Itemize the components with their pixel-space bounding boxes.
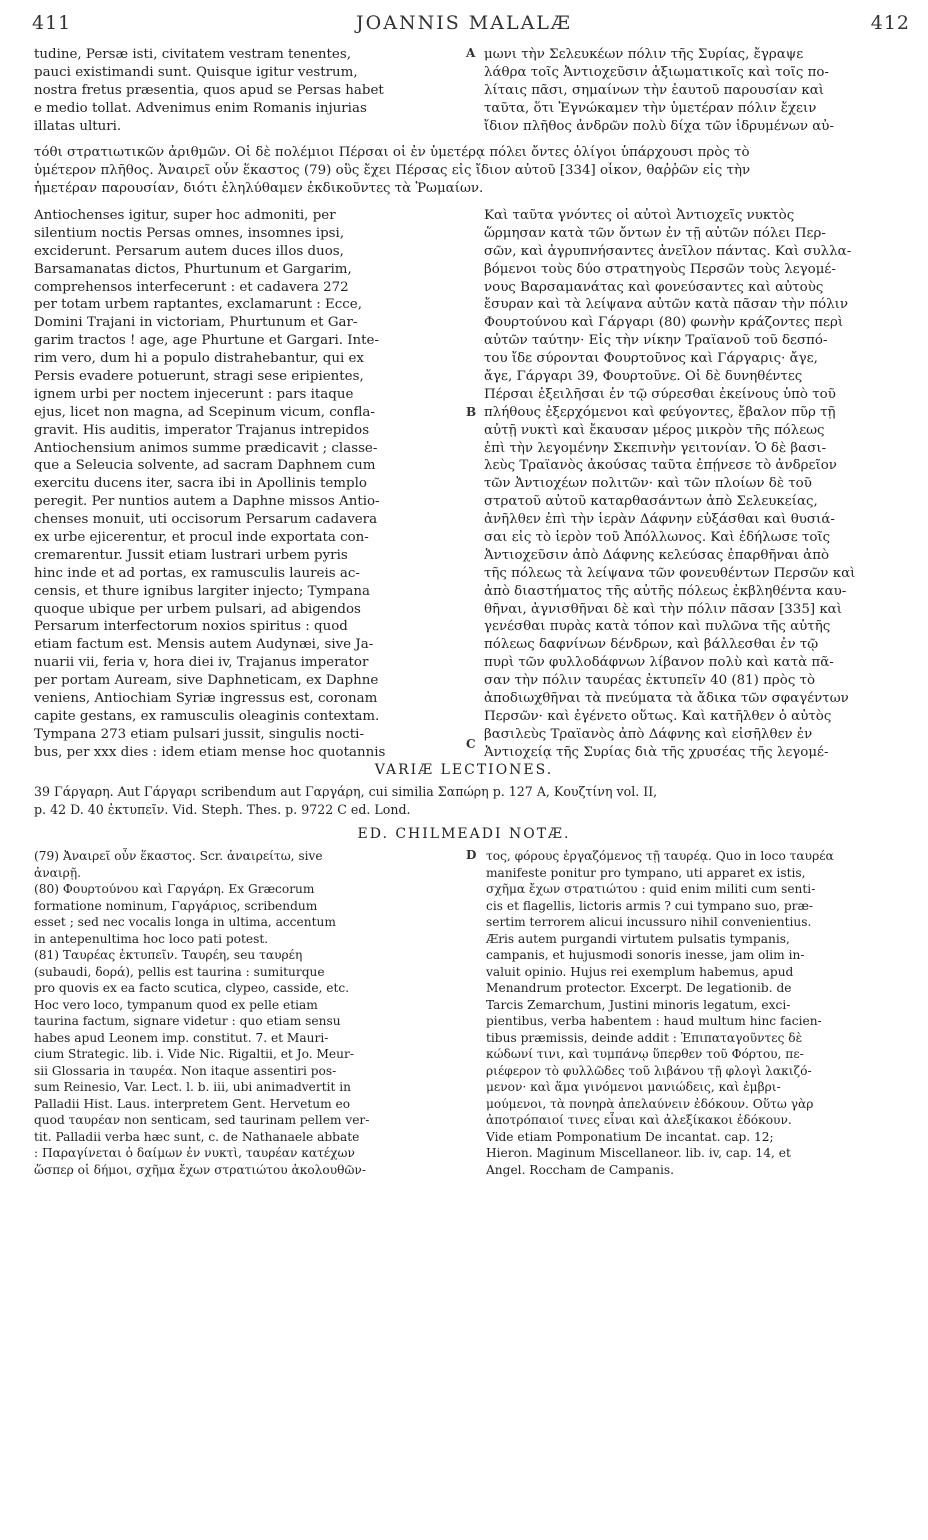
- text-line: βόμενοι τοὺς δύο στρατηγοὺς Περσῶν τοὺς λεγομέ-: [484, 261, 836, 277]
- text-line: (79) Ἀναιρεῖ οὖν ἕκαστος. Scr. ἀναιρείτω, sive: [34, 849, 323, 863]
- text-line: tit. Palladii verba hæc sunt, c. de Nathanaele abbate: [34, 1129, 360, 1144]
- text-line: Antiochensium animos summe prædicavit ; classe-: [34, 440, 378, 456]
- margin-marker-c: C: [466, 737, 476, 751]
- text-line: ἄγε, Γάργαρι 39, Φουρτοῦνε. Οἱ δὲ δυνηθέντες: [484, 369, 803, 385]
- text-line: πόλεως δαφνίνων δένδρων, καὶ βάλλεσθαι ἐν τῷ: [484, 637, 819, 653]
- page-number-left: 411: [32, 12, 72, 34]
- text-line: ὥρμησαν κατὰ τῶν ὄντων ἐν τῇ αὐτῶν πόλει Περ-: [484, 225, 826, 241]
- text-line: πυρὶ τῶν φυλλοδάφνων λίβανον πολὺ καὶ κατὰ πᾶ-: [484, 655, 834, 671]
- text-line: Antiochenses igitur, super hoc admoniti, per: [34, 208, 336, 223]
- text-line: garim tractos ! age, age Phurtune et Gargari. Inte-: [34, 333, 380, 349]
- text-line: chenses monuit, uti occisorum Persarum cadavera: [34, 512, 378, 528]
- text-line: (subaudi, δορά), pellis est taurina : sumiturque: [34, 964, 325, 979]
- text-line: του ἴδε σύρονται Φουρτοῦνος καὶ Γάργαρις· ἄγε,: [484, 351, 818, 367]
- margin-marker-a: A: [466, 46, 476, 60]
- text-line: nostra fretus præsentia, quos apud se Persas habet: [34, 82, 384, 98]
- text-line: Æris autem purgandi virtutem pulsatis tympanis,: [486, 931, 790, 946]
- text-line: valuit opinio. Hujus rei exemplum habemus, apud: [486, 964, 794, 979]
- text-line: Hieron. Maginum Miscellaneor. lib. iv, cap. 14, et: [486, 1146, 791, 1160]
- text-line: hinc inde et ad portas, ex ramusculis laureis ac-: [34, 565, 360, 581]
- text-line: capite gestans, ex ramusculis oleaginis contextam.: [34, 708, 380, 724]
- text-line: comprehensos interfecerunt : et cadavera 272: [34, 279, 349, 295]
- text-line: ριέφερον τὸ φυλλῶδες τοῦ λιβάνου τῇ φλογὶ λακιζό-: [486, 1063, 812, 1078]
- text-line: pro quovis ex ea facto scutica, clypeo, casside, etc.: [34, 981, 350, 995]
- text-line: Angel. Roccham de Campanis.: [486, 1162, 675, 1177]
- text-line: σῶν, καὶ ἀγρυπνήσαντες ἀνεῖλον πάντας. Καὶ συλλα-: [484, 243, 852, 259]
- text-line: ἀποτρόπαιοί τινες εἶναι καὶ ἀλεξίκακοι ἐδόκουν.: [486, 1113, 792, 1127]
- greek-column-block1: [484, 46, 916, 135]
- text-line: τῶν Ἀντιοχέων πολιτῶν· καὶ τῶν πλοίων δὲ τοῦ: [484, 476, 812, 492]
- text-line: ταῦτα, ὅτι Ἐγνώκαμεν τὴν ὑμετέραν πόλιν ἔχειν: [484, 100, 817, 116]
- text-line: rim vero, dum hi a populo distrahebantur, qui ex: [34, 351, 364, 367]
- text-line: silentium noctis Persas omnes, insomnes ipsi,: [34, 225, 345, 241]
- notes-right-column: [486, 848, 916, 1178]
- text-line: θῆναι, ἀγνισθῆναι δὲ καὶ τὴν πόλιν πᾶσαν [335] καὶ: [484, 601, 842, 617]
- text-line: pientibus, verba habentem : haud multum hinc facien-: [486, 1014, 822, 1028]
- text-line: exciderunt. Persarum autem duces illos duos,: [34, 243, 344, 259]
- text-line: cremarentur. Jussit etiam lustrari urbem pyris: [34, 547, 348, 563]
- text-line: : Παραγίνεται ὁ δαίμων ἐν νυκτὶ, ταυρέαν κατέχων: [34, 1146, 355, 1160]
- text-line: ὥσπερ οἱ δήμοι, σχῆμα ἔχων στρατιώτου ἀκολουθῶν-: [34, 1162, 366, 1177]
- text-line: Hoc vero loco, tympanum quod ex pelle etiam: [34, 997, 318, 1012]
- text-line: nuarii vii, feria v, hora diei iv, Trajanus imperator: [34, 655, 369, 671]
- text-line: (80) Φουρτούνου καὶ Γαργάρη. Ex Græcorum: [34, 882, 315, 896]
- latin-column-block2: [34, 207, 477, 762]
- text-line: sii Glossaria in ταυρέα. Non itaque assentiri pos-: [34, 1063, 337, 1078]
- greek-column-block2: [484, 207, 916, 762]
- text-line: Πέρσαι ἐξειλῆσαι ἐν τῷ σύρεσθαι ἐκείνους ὑπὸ τοῦ: [484, 386, 836, 402]
- text-line: ἴδιον πλῆθος ἀνδρῶν πολὺ δίχα τῶν ἱδρυμένων αὐ-: [484, 118, 834, 134]
- text-line: que a Seleucia solvente, ad sacram Daphnem cum: [34, 458, 376, 474]
- text-line: peregit. Per nuntios autem a Daphne missos Antio-: [34, 494, 380, 510]
- text-line: ἔσυραν καὶ τὰ λείψανα αὐτῶν κατὰ πᾶσαν τὴν πόλιν: [484, 297, 849, 313]
- text-line: cis et flagellis, lictoris armis ? cui tympano suo, præ-: [486, 898, 814, 913]
- text-line: λίταις πᾶσι, σημαίνων τὴν ἑαυτοῦ παρουσίαν καὶ: [484, 82, 825, 98]
- text-line: pauci existimandi sunt. Quisque igitur vestrum,: [34, 64, 358, 80]
- variae-lectiones-title: VARIÆ LECTIONES.: [374, 762, 554, 778]
- text-line: σαι εἰς τὸ ἱερὸν τοῦ Ἀπόλλωνος. Καὶ ἐδήλωσε τοῖς: [484, 530, 831, 546]
- running-title: JOANNIS MALALÆ: [356, 12, 572, 34]
- notes-title: ED. CHILMEADI NOTÆ.: [357, 826, 571, 842]
- text-line: νους Βαρσαμανάτας καὶ φονεύσαντες καὶ αὐτοὺς: [484, 279, 824, 295]
- text-line: τῆς πόλεως τὰ λείψανα τῶν φονευθέντων Περσῶν καὶ: [484, 565, 856, 581]
- text-line: gravit. His auditis, imperator Trajanus intrepidos: [34, 422, 370, 438]
- text-line: tudine, Persæ isti, civitatem vestram tenentes,: [34, 47, 351, 62]
- text-line: illatas ulturi.: [34, 118, 122, 134]
- text-line: per totam urbem raptantes, exclamarunt : Ecce,: [34, 297, 362, 313]
- text-line: manifeste ponitur pro tympano, uti apparet ex istis,: [486, 865, 806, 880]
- text-line: Καὶ ταῦτα γνόντες οἱ αὐτοὶ Ἀντιοχεῖς νυκτὸς: [484, 208, 795, 223]
- fullwidth-greek-passage: [34, 144, 916, 198]
- text-line: quoque ubique per urbem pulsari, ad abigendos: [34, 601, 361, 617]
- text-line: κώδωνί τινι, καὶ τυμπάνῳ ὕπερθεν τοῦ Φόρτου, πε-: [486, 1047, 804, 1061]
- text-line: e medio tollat. Advenimus enim Romanis injurias: [34, 100, 367, 116]
- text-line: ἀπὸ διαστήματος τῆς αὐτῆς πόλεως ἐκβληθέντα καυ-: [484, 583, 847, 599]
- text-line: censis, et thure ignibus largiter injecto; Tympana: [34, 583, 370, 599]
- text-line: exercitu ducens iter, sacra ibi in Apollinis templo: [34, 476, 367, 492]
- text-line: bus, per xxx dies : idem etiam mense hoc quotannis: [34, 744, 386, 760]
- text-line: Φουρτούνου καὶ Γάργαρι (80) φωνὴν κράζοντες περὶ: [484, 315, 844, 331]
- text-line: μούμενοι, τὰ πονηρὰ ἀπελαύνειν ἐδόκουν. Οὕτω γὰρ: [486, 1096, 814, 1111]
- text-line: στρατοῦ αὐτοῦ καταρθασάντων ἀπὸ Σελευκείας,: [484, 494, 818, 510]
- text-line: πλήθους ἐξερχόμενοι καὶ φεύγοντες, ἔβαλον πῦρ τῇ: [484, 404, 836, 420]
- text-line: σαν τὴν πόλιν ταυρέας ἐκτυπεῖν 40 (81) πρὸς τὸ: [484, 673, 816, 689]
- text-line: etiam factum est. Mensis autem Audynæi, sive Ja-: [34, 637, 374, 653]
- margin-marker-d: D: [466, 848, 477, 862]
- text-line: ejus, licet non magna, ad Scepinum vicum, confla-: [34, 404, 375, 420]
- text-line: Περσῶν· καὶ ἐγένετο οὕτως. Καὶ κατῆλθεν ὁ αὐτὸς: [484, 708, 832, 724]
- margin-marker-b: B: [466, 405, 477, 419]
- text-line: ἐπὶ τὴν λεγομένην Σκεπινὴν γειτονίαν. Ὁ δὲ βασι-: [484, 440, 827, 456]
- text-line: quod ταυρέαν non senticam, sed taurinam pellem ver-: [34, 1113, 370, 1127]
- text-line: Ἀντιοχείᾳ τῆς Συρίας διὰ τῆς χρυσέας τῆς λεγομέ-: [484, 744, 829, 760]
- text-line: Ἀντιοχεῦσιν ἀπὸ Δάφνης κελεύσας ἐπαρθῆναι ἀπὸ: [484, 547, 830, 563]
- text-line: λάθρα τοῖς Ἀντιοχεῦσιν ἀξιωματικοῖς καὶ τοῖς πο-: [484, 64, 829, 80]
- text-line: αὐτῇ νυκτὶ καὶ ἔκαυσαν μέρος μικρὸν τῆς πόλεως: [484, 422, 825, 438]
- text-line: ἀποδιωχθῆναι τὰ πνεύματα τὰ ἄδικα τῶν σφαγέντων: [484, 691, 849, 707]
- text-line: ignem urbi per noctem injecerunt : pars itaque: [34, 386, 354, 402]
- variae-lectiones-text: [34, 783, 916, 819]
- text-line: 39 Γάργαρη. Aut Γάργαρι scribendum aut Γαργάρη, cui similia Σαπώρη p. 127 A, Κουζτίνη vol. II,: [34, 784, 658, 799]
- text-line: σχῆμα ἔχων στρατιώτου : quid enim militi cum senti-: [486, 882, 816, 896]
- notes-left-column: [34, 848, 464, 1178]
- text-line: τος, φόρους ἐργαζόμενος τῇ ταυρέᾳ. Quo in loco ταυρέα: [486, 849, 834, 863]
- latin-column-block1: [34, 46, 474, 135]
- text-line: per portam Auream, sive Daphneticam, ex Daphne: [34, 673, 379, 689]
- text-line: (81) Ταυρέας ἐκτυπεῖν. Ταυρέη, seu ταυρέη: [34, 948, 303, 962]
- text-line: τόθι στρατιωτικῶν ἀριθμῶν. Οἱ δὲ πολέμιοι Πέρσαι οἱ ἐν ὑμετέρᾳ πόλει ὄντες ὀλίγοι ὑπάρχουσι πρὸς τὸ: [34, 145, 750, 160]
- text-line: tibus præmissis, deinde addit : Ἐπιπαταγοῦντες δὲ: [486, 1030, 803, 1045]
- page-number-right: 412: [870, 12, 910, 34]
- text-line: Persis evadere potuerunt, stragi sese eripientes,: [34, 369, 364, 385]
- text-line: sertim terrorem alicui incussuro nihil convenientius.: [486, 915, 812, 929]
- text-line: campanis, et hujusmodi sonoris inesse, jam olim in-: [486, 948, 805, 962]
- text-line: λεὺς Τραϊανὸς ἀκούσας ταῦτα ἐπῄνεσε τὸ ἀνδρεῖον: [484, 458, 837, 474]
- text-line: ex urbe ejicerentur, et procul inde exportata con-: [34, 530, 369, 546]
- text-line: μενον· καὶ ἅμα γινόμενοι μανιώδεις, καὶ ἐμβρι-: [486, 1080, 781, 1094]
- text-line: esset ; sed nec vocalis longa in ultima, accentum: [34, 915, 336, 929]
- text-line: ἀναιρῇ.: [34, 865, 81, 880]
- text-line: Vide etiam Pomponatium De incantat. cap. 12;: [486, 1129, 774, 1144]
- text-line: Persarum interfectorum noxios spiritus : quod: [34, 619, 348, 635]
- text-line: formatione nominum, Γαργάριος, scribendum: [34, 898, 318, 913]
- text-line: αὐτῶν ταύτην· Εἰς τὴν νίκην Τραϊανοῦ τοῦ δεσπό-: [484, 333, 828, 349]
- text-line: Domini Trajani in victoriam, Phurtunum et Gar-: [34, 315, 358, 331]
- text-line: ὑμέτερον πλῆθος. Ἀναιρεῖ οὖν ἕκαστος (79) οὓς ἔχει Πέρσας εἰς ἴδιον αὐτοῦ [334] οἶκον, θαῤῥῶν εἰς τὴν: [34, 162, 751, 178]
- text-line: veniens, Antiochiam Syriæ ingressus est, coronam: [34, 691, 378, 707]
- text-line: ἡμετέραν παρουσίαν, διότι ἐληλύθαμεν ἐκδικοῦντες τὰ Ῥωμαίων.: [34, 180, 484, 196]
- text-line: in antepenultima hoc loco pati potest.: [34, 931, 269, 946]
- text-line: sum Reinesio, Var. Lect. l. b. iii, ubi animadvertit in: [34, 1080, 352, 1094]
- text-line: Barsamanatas dictos, Phurtunum et Gargarim,: [34, 261, 352, 277]
- text-line: cium Strategic. lib. i. Vide Nic. Rigaltii, et Jo. Meur-: [34, 1047, 354, 1061]
- text-line: μωνι τὴν Σελευκέων πόλιν τῆς Συρίας, ἔγραψε: [484, 47, 804, 62]
- text-line: Tympana 273 etiam pulsari jussit, singulis nocti-: [34, 726, 364, 742]
- text-line: habes apud Leonem imp. constitut. 7. et Mauri-: [34, 1030, 329, 1045]
- text-line: γενέσθαι πυρὰς κατὰ τόπον καὶ πυλῶνα τῆς αὐτῆς: [484, 619, 831, 635]
- text-line: Tarcis Zemarchum, Justini minoris legatum, exci-: [486, 997, 791, 1012]
- text-line: Menandrum protector. Excerpt. De legationib. de: [486, 981, 792, 995]
- text-line: p. 42 D. 40 ἐκτυπεῖν. Vid. Steph. Thes. p. 9722 C ed. Lond.: [34, 801, 411, 817]
- text-line: βασιλεὺς Τραϊανὸς ἀπὸ Δάφνης καὶ εἰσῆλθεν ἐν: [484, 726, 813, 742]
- text-line: Palladii Hist. Laus. interpretem Gent. Hervetum eo: [34, 1096, 351, 1111]
- text-line: taurina factum, signare videtur : quo etiam sensu: [34, 1014, 341, 1028]
- text-line: ἀνῆλθεν ἐπὶ τὴν ἱερὰν Δάφνην εὐξάσθαι καὶ θυσιά-: [484, 512, 835, 528]
